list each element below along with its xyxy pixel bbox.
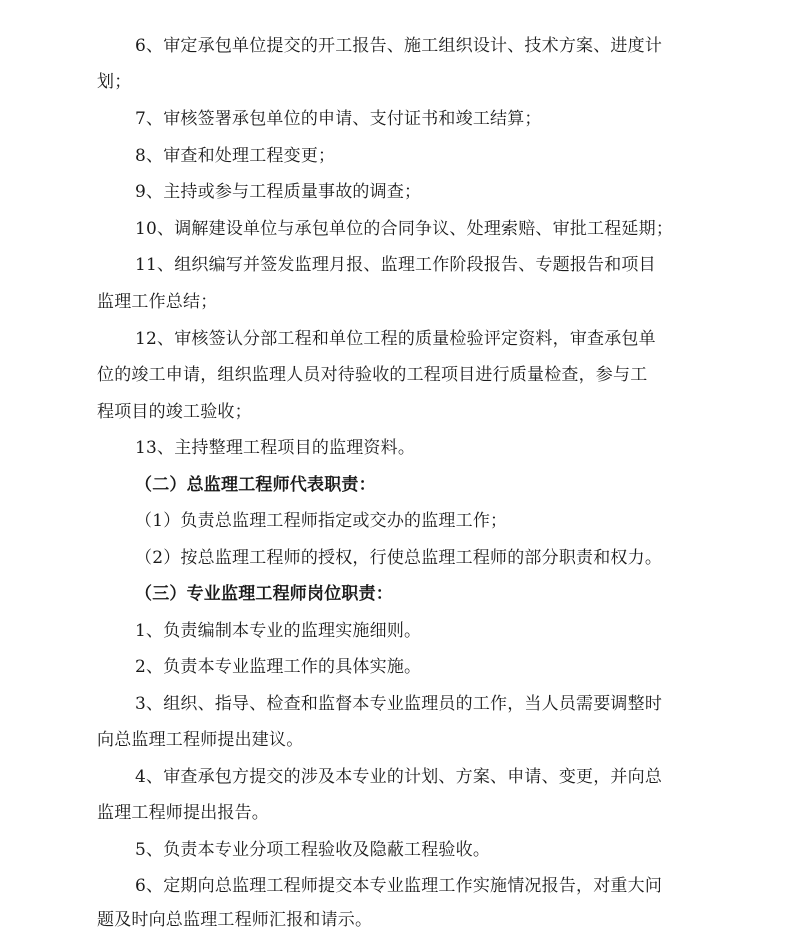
text-line: （三）专业监理工程师岗位职责： [135, 584, 393, 604]
paragraph-item-8 [97, 138, 745, 174]
text-line: 监理工作总结； [97, 292, 218, 312]
paragraph-item-11 [97, 247, 745, 283]
text-line: 监理工程师提出报告。 [97, 803, 269, 823]
text-line: 6、审定承包单位提交的开工报告、施工组织设计、技术方案、进度计 [135, 36, 663, 56]
paragraph-item-7 [97, 101, 745, 137]
paragraph-item-12 [97, 321, 745, 357]
section-heading-specialist [97, 576, 745, 612]
paragraph-specialist-4-continued [97, 795, 707, 831]
text-line: 6、定期向总监理工程师提交本专业监理工作实施情况报告，对重大问 [135, 876, 663, 896]
paragraph-specialist-3-continued [97, 722, 707, 758]
paragraph-item-9 [97, 174, 745, 210]
paragraph-item-12-continued [97, 357, 707, 393]
section-heading-deputy [97, 467, 745, 503]
text-line: 程项目的竣工验收； [97, 402, 252, 422]
paragraph-specialist-2 [97, 649, 745, 685]
text-line: 13、主持整理工程项目的监理资料。 [135, 438, 416, 458]
text-line: 7、审核签署承包单位的申请、支付证书和竣工结算； [135, 109, 542, 129]
text-line: 11、组织编写并签发监理月报、监理工作阶段报告、专题报告和项目 [135, 255, 656, 275]
paragraph-specialist-6-continued [97, 902, 707, 938]
text-line: （二）总监理工程师代表职责： [135, 475, 376, 495]
paragraph-specialist-5 [97, 832, 745, 868]
text-line: 2、负责本专业监理工作的具体实施。 [135, 657, 422, 677]
text-line: 12、审核签认分部工程和单位工程的质量检验评定资料，审查承包单 [135, 329, 656, 349]
text-line: 4、审查承包方提交的涉及本专业的计划、方案、申请、变更，并向总 [135, 767, 663, 787]
text-line: 9、主持或参与工程质量事故的调查； [135, 182, 422, 202]
paragraph-item-11-continued [97, 284, 707, 320]
paragraph-item-12-continued-2 [97, 394, 707, 430]
text-line: 3、组织、指导、检查和监督本专业监理员的工作，当人员需要调整时 [135, 694, 663, 714]
text-line: 题及时向总监理工程师汇报和请示。 [97, 910, 373, 930]
paragraph-specialist-3 [97, 686, 745, 722]
text-line: 划； [97, 72, 132, 92]
paragraph-deputy-2 [97, 540, 745, 576]
paragraph-deputy-1 [97, 503, 745, 539]
paragraph-item-10 [97, 211, 745, 247]
document-page [97, 0, 707, 943]
text-line: 8、审查和处理工程变更； [135, 146, 336, 166]
paragraph-specialist-1 [97, 613, 745, 649]
text-line: 位的竣工申请，组织监理人员对待验收的工程项目进行质量检查，参与工 [97, 365, 648, 385]
paragraph-specialist-6 [97, 868, 745, 904]
paragraph-specialist-4 [97, 759, 745, 795]
paragraph-item-13 [97, 430, 745, 466]
paragraph-item-6-continued [97, 64, 707, 100]
text-line: （1）负责总监理工程师指定或交办的监理工作； [135, 511, 508, 531]
text-line: 10、调解建设单位与承包单位的合同争议、处理索赔、审批工程延期； [135, 219, 674, 239]
text-line: 5、负责本专业分项工程验收及隐蔽工程验收。 [135, 840, 491, 860]
text-line: （2）按总监理工程师的授权，行使总监理工程师的部分职责和权力。 [135, 548, 663, 568]
text-line: 向总监理工程师提出建议。 [97, 730, 304, 750]
text-line: 1、负责编制本专业的监理实施细则。 [135, 621, 422, 641]
paragraph-item-6 [97, 28, 745, 64]
